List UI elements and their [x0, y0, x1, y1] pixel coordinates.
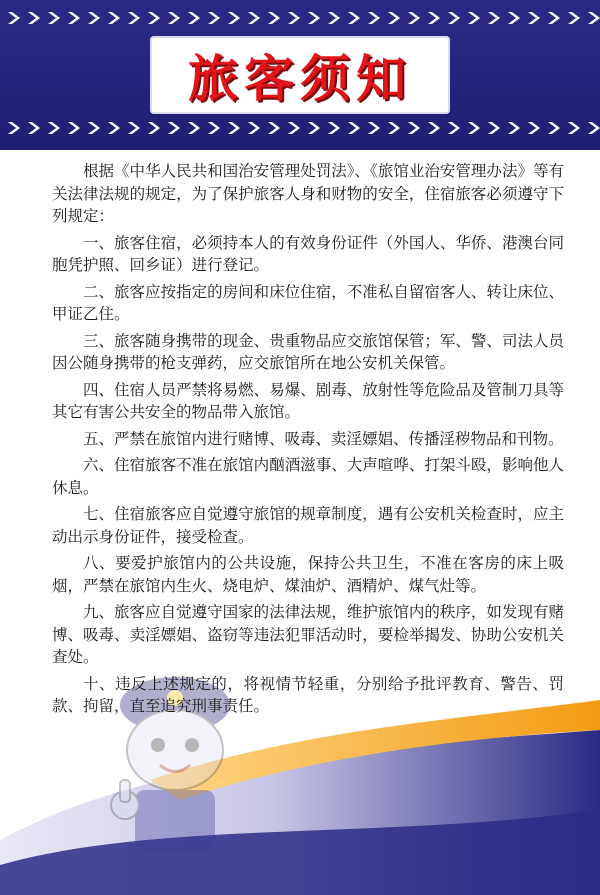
chevron-icon [128, 122, 140, 134]
chevron-icon [308, 122, 320, 134]
chevron-icon [68, 122, 80, 134]
rule-item-5: 五、严禁在旅馆内进行赌博、吸毒、卖淫嫖娼、传播淫秽物品和刊物。 [83, 429, 564, 448]
rule-item-2: 二、旅客应按指定的房间和床位住宿，不准私自留宿客人、转让床位、甲证乙住。 [52, 282, 564, 323]
chevron-icon [368, 122, 380, 134]
chevron-icon [68, 12, 80, 24]
chevron-icon [568, 12, 580, 24]
chevron-icon [148, 12, 160, 24]
rule-item-1: 一、旅客住宿，必须持本人的有效身份证件（外国人、华侨、港澳台同胞凭护照、回乡证）进行登记。 [52, 233, 564, 274]
chevron-icon [548, 12, 560, 24]
chevron-icon [428, 12, 440, 24]
chevron-icon [428, 122, 440, 134]
chevron-icon [268, 122, 280, 134]
chevron-icon [8, 122, 20, 134]
chevron-icon [548, 122, 560, 134]
chevron-icon [288, 12, 300, 24]
rule-item-8: 八、要爱护旅馆内的公共设施，保持公共卫生，不准在客房的床上吸烟，严禁在旅馆内生火、烧电炉、煤油炉、酒精炉、煤气灶等。 [52, 554, 564, 595]
chevron-icon [408, 12, 420, 24]
chevron-icon [448, 12, 460, 24]
chevron-icon [508, 122, 520, 134]
chevron-icon [368, 12, 380, 24]
rule-item-9: 九、旅客应自觉遵守国家的法律法规，维护旅馆内的秩序，如发现有赌博、吸毒、卖淫嫖娼、盗窃等违法犯罪活动时，要检举揭发、协助公安机关查处。 [52, 603, 564, 666]
chevron-icon [328, 122, 340, 134]
chevron-icon [468, 12, 480, 24]
chevron-icon [8, 12, 20, 24]
chevron-icon [48, 122, 60, 134]
chevron-icon [468, 122, 480, 134]
chevron-icon [348, 12, 360, 24]
chevron-icon [388, 122, 400, 134]
chevron-icon [508, 12, 520, 24]
chevron-icon [188, 122, 200, 134]
chevron-icon [148, 122, 160, 134]
chevron-icon [248, 12, 260, 24]
rule-item-10: 十、违反上述规定的，将视情节轻重，分别给予批评教育、警告、罚款、拘留，直至追究刑事责任。 [52, 674, 564, 715]
chevron-icon [408, 122, 420, 134]
chevron-icon [88, 12, 100, 24]
chevron-icon [528, 122, 540, 134]
chevron-icon [228, 12, 240, 24]
chevron-icon [168, 122, 180, 134]
rule-item-4: 四、住宿人员严禁将易燃、易爆、剧毒、放射性等危险品及管制刀具等其它有害公共安全的物品带入旅馆。 [52, 380, 564, 421]
chevron-icon [248, 122, 260, 134]
chevron-icon [228, 122, 240, 134]
chevron-icon [208, 12, 220, 24]
chevron-icon [348, 122, 360, 134]
page-title: 旅客须知 [188, 50, 412, 108]
chevron-icon [108, 122, 120, 134]
chevron-icon [188, 12, 200, 24]
chevron-icon [208, 122, 220, 134]
chevron-icon [388, 12, 400, 24]
chevron-icon [308, 12, 320, 24]
chevron-icon [28, 12, 40, 24]
chevron-icon [268, 12, 280, 24]
chevron-icon [328, 12, 340, 24]
chevron-icon [48, 12, 60, 24]
chevron-icon [488, 12, 500, 24]
chevron-icon [528, 12, 540, 24]
chevron-pattern-top [0, 10, 600, 26]
rule-item-6: 六、住宿旅客不准在旅馆内酗酒滋事、大声喧哗、打架斗殴，影响他人休息。 [52, 456, 564, 497]
notice-body [52, 160, 564, 722]
rule-item-3: 三、旅客随身携带的现金、贵重物品应交旅馆保管；军、警、司法人员因公随身携带的枪支弹药，应交旅馆所在地公安机关保管。 [52, 331, 564, 372]
chevron-icon [128, 12, 140, 24]
chevron-icon [588, 12, 600, 24]
chevron-icon [448, 122, 460, 134]
chevron-icon [568, 122, 580, 134]
chevron-icon [488, 122, 500, 134]
chevron-icon [588, 122, 600, 134]
chevron-icon [168, 12, 180, 24]
chevron-icon [88, 122, 100, 134]
title-plate [150, 36, 450, 114]
rule-item-7: 七、住宿旅客应自觉遵守旅馆的规章制度，遇有公安机关检查时，应主动出示身份证件，接受检查。 [52, 505, 564, 546]
chevron-icon [108, 12, 120, 24]
chevron-icon [28, 122, 40, 134]
intro-paragraph: 根据《中华人民共和国治安管理处罚法》、《旅馆业治安管理办法》等有关法律法规的规定，为了保护旅客人身和财物的安全，住宿旅客必须遵守下列规定： [52, 162, 564, 225]
chevron-pattern-bottom [0, 120, 600, 136]
chevron-icon [288, 122, 300, 134]
header-banner [0, 0, 600, 150]
